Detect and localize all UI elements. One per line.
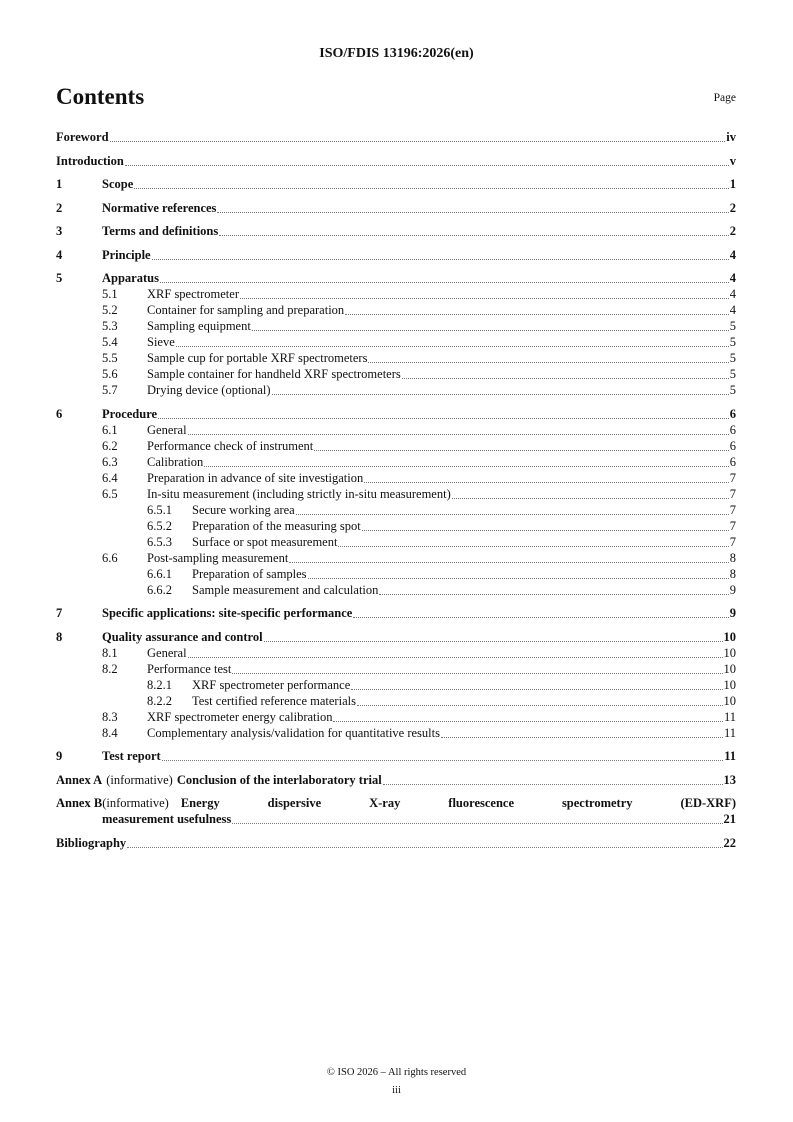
toc-entry[interactable] (56, 454, 736, 470)
dot-leader (383, 784, 723, 785)
annex-label: Annex B (56, 796, 103, 810)
entry-number: 8.2.2 (147, 693, 172, 708)
entry-number: 5 (56, 271, 63, 285)
entry-number: 7 (56, 606, 63, 620)
toc-entry[interactable] (56, 534, 736, 550)
entry-number: 1 (56, 177, 63, 191)
entry-title: Sample cup for portable XRF spectrometers (147, 351, 368, 365)
dot-leader (188, 434, 729, 435)
dot-leader (353, 617, 728, 618)
page-number: 10 (723, 677, 736, 692)
toc-entry-annex-b[interactable] (56, 795, 736, 827)
footer-page-number: iii (392, 1085, 401, 1096)
toc-entry[interactable] (56, 247, 736, 263)
toc-entry[interactable] (56, 582, 736, 598)
page-number: 1 (729, 177, 736, 191)
page-number: 4 (729, 271, 736, 285)
entry-title: Sample measurement and calculation (192, 582, 379, 597)
entry-title: Principle (102, 247, 151, 262)
entry-title: In-situ measurement (including strictly in-situ measurement) (147, 486, 451, 501)
entry-number: 8.2.1 (147, 677, 172, 692)
annex-title-word: Energy (180, 796, 220, 810)
annex-title-word: spectrometry (561, 796, 633, 810)
entry-title: Procedure (102, 406, 158, 421)
copyright-notice: © ISO 2026 – All rights reserved (326, 1067, 467, 1078)
toc-entry[interactable] (56, 550, 736, 566)
entry-title: Scope (102, 177, 134, 191)
entry-number: 6.5 (102, 486, 118, 501)
dot-leader (289, 562, 728, 563)
toc-entry[interactable] (56, 629, 736, 645)
dot-leader (345, 314, 729, 315)
annex-title-line1 (181, 795, 736, 811)
entry-number: 6.2 (102, 438, 118, 453)
entry-number: 5.5 (102, 351, 118, 365)
page-number: v (729, 153, 736, 168)
annex-title-word: X-ray (369, 796, 401, 810)
toc-entries (56, 129, 736, 764)
dot-leader (162, 760, 724, 761)
entry-title: Preparation of samples (192, 566, 307, 581)
toc-entry[interactable] (56, 605, 736, 621)
toc-entry[interactable] (56, 200, 736, 216)
page-number: 5 (729, 319, 736, 333)
annex-title-word: dispersive (267, 796, 322, 810)
toc-entry[interactable] (56, 566, 736, 582)
page-number: 5 (729, 335, 736, 349)
entry-number: 8.4 (102, 725, 118, 740)
entry-number: 8.1 (102, 645, 118, 660)
toc-entry[interactable] (56, 677, 736, 693)
dot-leader (219, 235, 729, 236)
page-number: 4 (729, 303, 736, 317)
toc-entry[interactable] (56, 406, 736, 422)
annex-note: (informative) (102, 796, 169, 810)
entry-number: 6.5.3 (147, 534, 172, 549)
entry-title: Sieve (147, 335, 175, 349)
entry-title: Drying device (optional) (147, 383, 271, 397)
entry-title: Foreword (56, 130, 109, 144)
entry-number: 8 (56, 629, 63, 644)
toc-entry[interactable] (56, 318, 736, 334)
dot-leader (232, 823, 722, 824)
page-number: 6 (729, 438, 736, 453)
annex-title-word: fluorescence (448, 796, 514, 810)
page-number: 9 (729, 606, 736, 620)
page-number: 8 (729, 566, 736, 581)
dot-leader (402, 378, 729, 379)
entry-number: 5.4 (102, 335, 118, 349)
page-title: Contents (56, 84, 145, 109)
page-number: 11 (723, 709, 736, 724)
page-number: 6 (729, 406, 736, 421)
dot-leader (308, 578, 729, 579)
page-number: 21 (723, 812, 736, 826)
toc-entry[interactable] (56, 661, 736, 677)
toc-entry[interactable] (56, 286, 736, 302)
page-number: 6 (729, 454, 736, 469)
dot-leader (240, 298, 729, 299)
toc-entry[interactable] (56, 350, 736, 366)
dot-leader (110, 141, 726, 142)
toc-entry[interactable] (56, 693, 736, 709)
dot-leader (127, 847, 722, 848)
toc-entry[interactable] (56, 302, 736, 318)
page-number: 7 (729, 486, 736, 501)
toc-entry[interactable] (56, 709, 736, 725)
toc-entry[interactable] (56, 470, 736, 486)
page-number: 2 (729, 224, 736, 238)
entry-number: 6.6 (102, 550, 118, 565)
toc-entry[interactable] (56, 725, 736, 741)
annex-title-word: (ED-XRF) (680, 796, 736, 810)
dot-leader (134, 188, 729, 189)
entry-title: Surface or spot measurement (192, 534, 338, 549)
toc-entry[interactable] (56, 422, 736, 438)
entry-number: 4 (56, 247, 63, 262)
page-number: 6 (729, 422, 736, 437)
page-number: 10 (723, 693, 736, 708)
toc-entry[interactable] (56, 645, 736, 661)
page-number: 22 (723, 835, 736, 850)
entry-title: Bibliography (56, 835, 127, 850)
page-number: 7 (729, 518, 736, 533)
annex-note: (informative) (106, 772, 173, 787)
entry-number: 5.3 (102, 319, 118, 333)
dot-leader (314, 450, 728, 451)
entry-title: XRF spectrometer energy calibration (147, 709, 333, 724)
toc-entry[interactable] (56, 129, 736, 145)
toc-entry[interactable] (56, 382, 736, 398)
entry-number: 5.2 (102, 303, 118, 317)
entry-title: General (147, 422, 187, 437)
document-header: ISO/FDIS 13196:2026(en) (319, 46, 474, 61)
entry-title: Apparatus (102, 271, 159, 285)
entry-number: 5.6 (102, 367, 118, 381)
entry-title: Sample container for handheld XRF spectrometers (147, 367, 401, 381)
page-number: 9 (729, 582, 736, 597)
entry-number: 6.5.1 (147, 502, 172, 517)
page-number: iv (726, 130, 736, 144)
entry-title: Performance test (147, 661, 232, 676)
toc-entry[interactable] (56, 223, 736, 239)
dot-leader (338, 546, 728, 547)
entry-title: Complementary analysis/validation for quantitative results (147, 725, 440, 740)
annex-label: Annex A (56, 772, 103, 787)
page-column-label: Page (713, 92, 736, 104)
toc-entry[interactable] (56, 486, 736, 502)
page-number: 7 (729, 534, 736, 549)
entry-number: 2 (56, 200, 63, 215)
page-number: 5 (729, 351, 736, 365)
page-number: 11 (723, 725, 736, 740)
toc-entry[interactable] (56, 748, 736, 764)
dot-leader (232, 673, 722, 674)
dot-leader (296, 514, 729, 515)
entry-title: Post-sampling measurement (147, 550, 289, 565)
entry-title: Container for sampling and preparation (147, 303, 345, 317)
table-of-contents (56, 129, 736, 851)
entry-title: Normative references (102, 200, 217, 215)
toc-entry[interactable] (56, 502, 736, 518)
toc-entry[interactable] (56, 518, 736, 534)
toc-entry-bibliography[interactable] (56, 835, 736, 851)
annex-title-line2: measurement usefulness (102, 812, 232, 826)
page-number: 8 (729, 550, 736, 565)
dot-leader (204, 466, 729, 467)
dot-leader (368, 362, 728, 363)
page-number: 10 (723, 661, 736, 676)
toc-entry[interactable] (56, 176, 736, 192)
entry-title: General (147, 645, 187, 660)
dot-leader (264, 641, 723, 642)
entry-title: Sampling equipment (147, 319, 251, 333)
dot-leader (188, 657, 723, 658)
dot-leader (152, 259, 729, 260)
dot-leader (158, 418, 729, 419)
dot-leader (441, 737, 723, 738)
dot-leader (364, 482, 728, 483)
dot-leader (176, 346, 729, 347)
dot-leader (217, 212, 728, 213)
entry-number: 8.2 (102, 661, 118, 676)
entry-number: 6.1 (102, 422, 118, 437)
page-number: 4 (729, 247, 736, 262)
dot-leader (160, 282, 729, 283)
entry-number: 6 (56, 406, 63, 421)
toc-entry[interactable] (56, 438, 736, 454)
entry-number: 5.1 (102, 287, 118, 301)
entry-title: Calibration (147, 454, 204, 469)
dot-leader (452, 498, 729, 499)
toc-entry[interactable] (56, 366, 736, 382)
page-number: 7 (729, 470, 736, 485)
entry-title: Terms and definitions (102, 224, 219, 238)
toc-entry[interactable] (56, 270, 736, 286)
page-number: 7 (729, 502, 736, 517)
toc-entry-annex-a[interactable] (56, 772, 736, 788)
dot-leader (125, 165, 729, 166)
toc-entry[interactable] (56, 334, 736, 350)
entry-number: 6.6.2 (147, 582, 172, 597)
entry-title: Preparation of the measuring spot (192, 518, 361, 533)
dot-leader (272, 394, 729, 395)
toc-entry[interactable] (56, 153, 736, 169)
dot-leader (333, 721, 722, 722)
page-number: 5 (729, 383, 736, 397)
entry-number: 6.5.2 (147, 518, 172, 533)
entry-title: Preparation in advance of site investigation (147, 470, 364, 485)
page-number: 10 (723, 629, 736, 644)
entry-title: Quality assurance and control (102, 629, 263, 644)
entry-number: 8.3 (102, 709, 118, 724)
entry-number: 6.6.1 (147, 566, 172, 581)
page-number: 4 (729, 287, 736, 301)
dot-leader (362, 530, 729, 531)
entry-title: Performance check of instrument (147, 438, 314, 453)
dot-leader (351, 689, 722, 690)
page-number: 5 (729, 367, 736, 381)
page-number: 10 (723, 645, 736, 660)
entry-title: Secure working area (192, 502, 295, 517)
dot-leader (379, 594, 728, 595)
page-number: 2 (729, 200, 736, 215)
dot-leader (357, 705, 723, 706)
annex-title: Conclusion of the interlaboratory trial (176, 772, 382, 787)
entry-title: Test certified reference materials (192, 693, 356, 708)
entry-number: 6.4 (102, 470, 118, 485)
dot-leader (252, 330, 729, 331)
page-number: 11 (724, 749, 736, 763)
page-number: 13 (723, 772, 736, 787)
entry-title: Specific applications: site-specific performance (102, 606, 353, 620)
entry-number: 3 (56, 224, 63, 238)
entry-number: 5.7 (102, 383, 118, 397)
entry-title: Test report (102, 749, 161, 763)
entry-number: 6.3 (102, 454, 118, 469)
entry-title: XRF spectrometer performance (192, 677, 351, 692)
entry-number: 9 (56, 749, 63, 763)
entry-title: Introduction (56, 153, 124, 168)
entry-title: XRF spectrometer (147, 287, 239, 301)
